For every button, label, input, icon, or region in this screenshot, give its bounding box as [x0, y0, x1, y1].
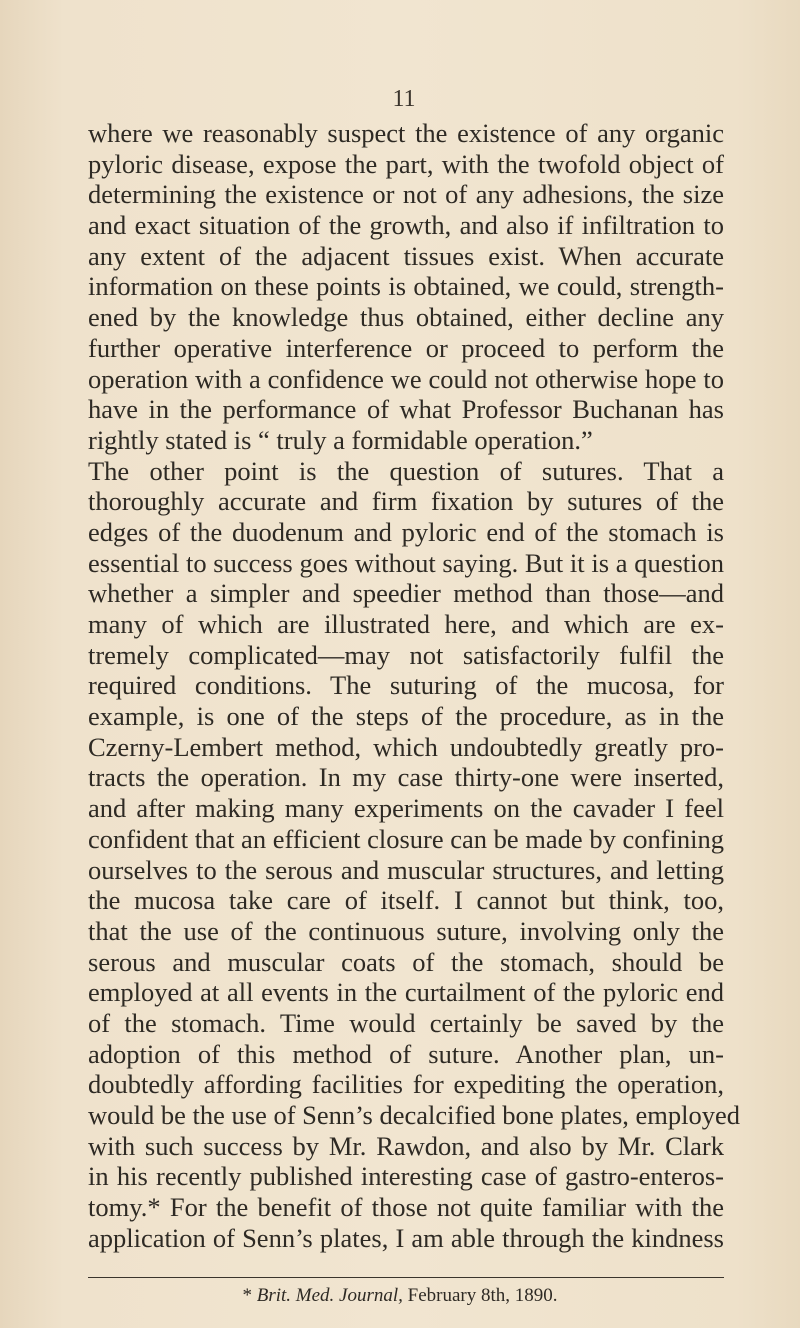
text-line: where we reasonably suspect the existence of any organic [88, 118, 724, 148]
text-line: and after making many experiments on the cavader I feel [88, 793, 724, 824]
footnote-date: February 8th, 1890. [407, 1285, 558, 1306]
text-line: have in the performance of what Professor Buchanan has [88, 394, 724, 425]
text-line: ourselves to the serous and muscular structures, and letting [88, 854, 724, 885]
text-line: of the stomach. Time would certainly be saved by the [88, 1007, 724, 1038]
body-text [88, 118, 741, 1253]
text-line: further operative interference or proceed to perform the [88, 332, 724, 363]
footnote-marker: * [242, 1285, 252, 1306]
text-line: employed at all events in the curtailment of the pyloric end [88, 977, 724, 1008]
text-line: tomy.* For the benefit of those not quite familiar with the [88, 1192, 724, 1223]
text-line: any extent of the adjacent tissues exist. When accurate [88, 240, 724, 271]
text-line: essential to success goes without saying. But it is a question [88, 547, 724, 578]
text-line: thoroughly accurate and firm fixation by sutures of the [88, 486, 724, 517]
text-line: and exact situation of the growth, and also if infiltration to [88, 210, 724, 241]
text-line: edges of the duodenum and pyloric end of the stomach is [88, 516, 724, 547]
text-line: doubtedly affording facilities for expediting the operation, [88, 1069, 724, 1100]
text-line: with such success by Mr. Rawdon, and also by Mr. Clark [88, 1130, 724, 1161]
text-line: serous and muscular coats of the stomach, should be [88, 946, 724, 977]
footnote-journal: Brit. Med. Journal, [256, 1285, 403, 1306]
text-line: Czerny-Lembert method, which undoubtedly greatly pro- [88, 731, 724, 762]
text-line: that the use of the continuous suture, involving only the [88, 915, 724, 946]
text-line: pyloric disease, expose the part, with the twofold object of [88, 148, 724, 179]
text-line: adoption of this method of suture. Another plan, un- [88, 1038, 724, 1069]
page-number: 11 [392, 86, 416, 112]
text-line: would be the use of Senn’s decalcified bone plates, employed [88, 1100, 741, 1130]
text-line: required conditions. The suturing of the mucosa, for [88, 670, 724, 701]
text-line: application of Senn’s plates, I am able through the kindness [88, 1222, 724, 1253]
text-line: example, is one of the steps of the procedure, as in the [88, 701, 724, 732]
text-line: the mucosa take care of itself. I cannot but think, too, [88, 885, 724, 916]
text-line: ened by the knowledge thus obtained, either decline any [88, 302, 724, 333]
text-line: determining the existence or not of any adhesions, the size [88, 179, 724, 210]
footnote-divider [88, 1277, 724, 1278]
text-line: operation with a confidence we could not otherwise hope to [88, 363, 724, 394]
text-line: The other point is the question of sutures. That a [88, 455, 724, 486]
text-line: confident that an efficient closure can be made by confining [88, 823, 724, 854]
text-line: whether a simpler and speedier method than those—and [88, 578, 724, 609]
footnote [0, 1285, 800, 1307]
text-line: information on these points is obtained, we could, strength- [88, 271, 724, 302]
text-line: tremely complicated—may not satisfactorily fulfil the [88, 639, 724, 670]
text-line: rightly stated is “ truly a formidable operation.” [88, 424, 593, 455]
text-line: tracts the operation. In my case thirty-one were inserted, [88, 762, 724, 793]
text-line: in his recently published interesting case of gastro-enteros- [88, 1161, 724, 1192]
text-line: many of which are illustrated here, and which are ex- [88, 609, 724, 639]
